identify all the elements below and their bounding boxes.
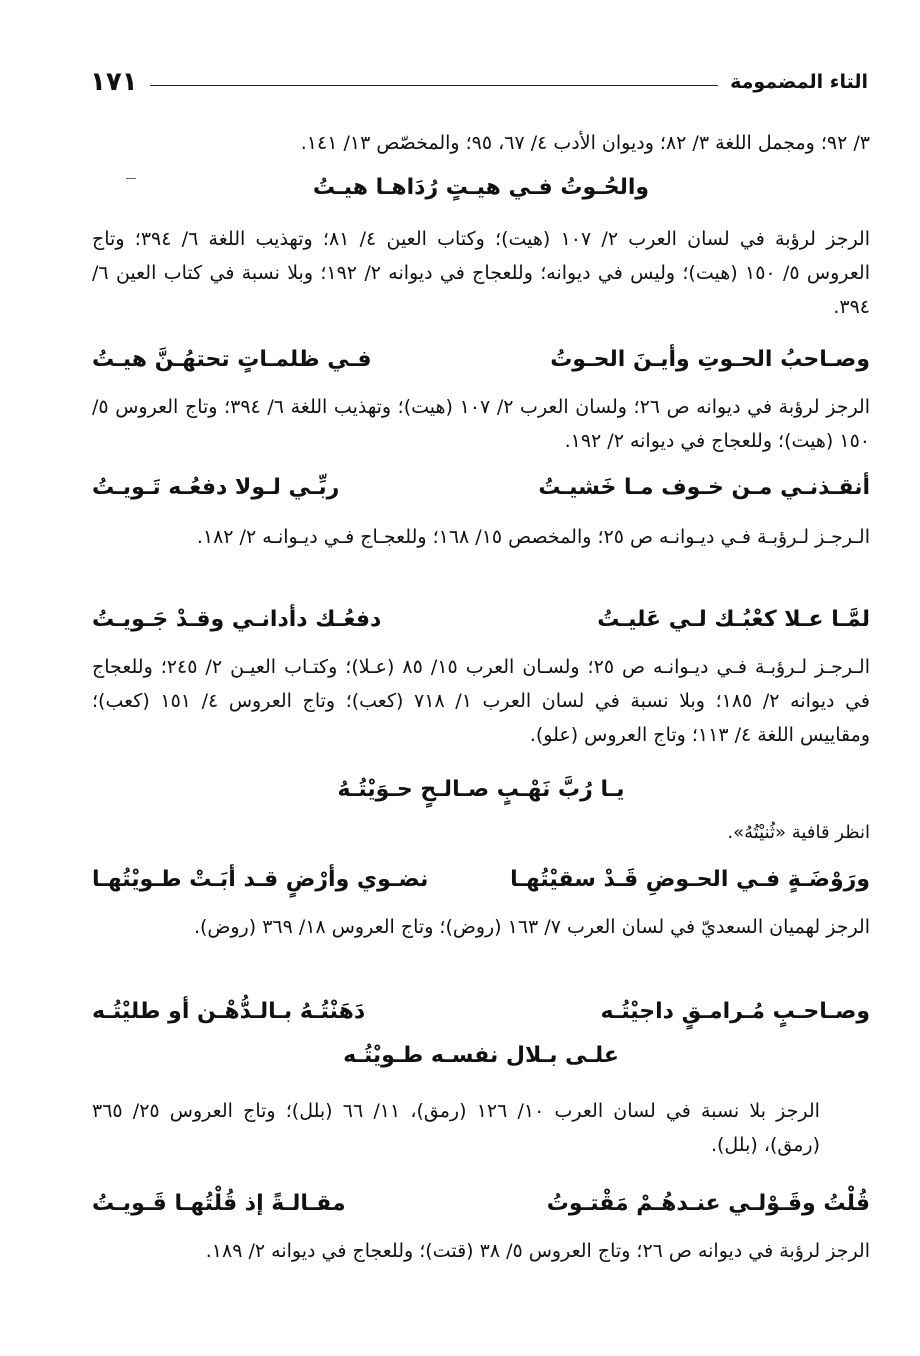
verse-first-hemistich: ورَوْضَـةٍ فـي الحـوضِ قَـدْ سقيْتُهـا [510, 867, 870, 892]
entry-4-sources [92, 650, 870, 752]
verse-first-hemistich: وصـاحبُ الحـوتِ وأيـنَ الحـوتُ [550, 347, 870, 372]
page-number: ١٧١ [90, 67, 138, 97]
entry-8 [92, 1186, 870, 1222]
entry-7-sources [92, 1094, 820, 1162]
source-paragraph: الـرجـز لـرؤبـة فـي ديـوانـه ص ٢٥؛ ولسـان العرب ١٥/ ٨٥ (عـلا)؛ وكتـاب العيـن ٢/ ٢٤٥؛ وللعجاج في ديوانه ٢/ ١٨٥؛ وبلا نسبة في لسان العرب ١/ ٧١٨ (كعب)؛ وتاج العروس ٤/ ١٥١ (كعب)؛ ومقاييس اللغة ٤/ ١١٣؛ وتاج العروس (علو). [92, 656, 870, 746]
verse-couplet [92, 1186, 870, 1222]
verse-line: يـا رُبَّ نَهْـبٍ صـالـحٍ حـوَيْتُـهُ [337, 777, 625, 802]
entry-4 [92, 602, 870, 638]
verse-couplet [92, 342, 870, 378]
running-title: التاء المضمومة [730, 71, 868, 93]
entry-3 [92, 470, 870, 506]
entry-continuation [92, 126, 870, 160]
entry-5-note [92, 818, 870, 848]
source-paragraph: ٣/ ٩٢؛ ومجمل اللغة ٣/ ٨٢؛ وديوان الأدب ٤/ ٦٧، ٩٥؛ والمخصّص ١٣/ ١٤١. [300, 132, 870, 154]
entry-7-second-line [92, 1038, 870, 1074]
entry-2 [92, 342, 870, 378]
source-paragraph: الرجز بلا نسبة في لسان العرب ١٠/ ١٢٦ (رمق)، ١١/ ٦٦ (بلل)؛ وتاج العروس ٢٥/ ٣٦٥ (رمق)، (بلل). [92, 1100, 820, 1156]
verse-second-hemistich: نضـوي وأرْضٍ قـد أبَـتْ طـويْتُهـا [92, 867, 429, 892]
verse-first-hemistich: أنقـذنـي مـن خـوف مـا خَشيـتُ [538, 475, 870, 500]
entry-1-sources [92, 222, 870, 324]
source-paragraph: الرجز لهميان السعديّ في لسان العرب ٧/ ١٦٣ (روض)؛ وتاج العروس ١٨/ ٣٦٩ (روض). [193, 916, 870, 938]
verse-first-hemistich: لمَّـا عـلا كعْبُـك لـي عَليـتُ [597, 607, 870, 632]
verse-first-hemistich: وصـاحـبٍ مُـرامـقٍ داجيْتُـه [600, 999, 870, 1024]
verse-second-hemistich: دفعُـك دأدانـي وقـدْ جَـويـتُ [92, 607, 382, 632]
verse-second-hemistich: فـي ظلمـاتٍ تحتهُـنَّ هيـتُ [92, 347, 372, 372]
verse-line: علـى بـلال نفسـه طـويْتُـه [343, 1043, 619, 1068]
cross-reference-note: انظر قافية «ثُنيْتُهُ». [727, 822, 870, 843]
entry-3-sources [92, 520, 870, 554]
entry-6 [92, 862, 870, 898]
page-header [90, 64, 868, 100]
verse-second-hemistich: مقـالـةً إذ قُلْتُهـا قَـويـتُ [92, 1191, 346, 1216]
verse-second-hemistich: ربِّـي لـولا دفعُـه تَـويـتُ [92, 475, 340, 500]
entry-5 [92, 772, 870, 808]
source-paragraph: الـرجـز لـرؤبـة فـي ديـوانـه ص ٢٥؛ والمخصص ١٥/ ١٦٨؛ وللعجـاج فـي ديـوانـه ٢/ ١٨٢. [196, 526, 870, 548]
verse-line: والحُـوتُ فـي هيـتٍ رُدَاهـا هيـتُ [312, 175, 650, 200]
verse-first-hemistich: قُلْتُ وقَـوْلـي عنـدهُـمْ مَقْتـوتُ [546, 1191, 870, 1216]
entry-7 [92, 994, 870, 1030]
entry-6-sources [92, 910, 870, 944]
entry-8-sources [92, 1234, 870, 1268]
verse-couplet [92, 602, 870, 638]
verse-second-hemistich: دَهَنْتُـهُ بـالـدُّهْـن أو طليْتُـه [92, 999, 366, 1024]
verse-couplet [92, 862, 870, 898]
verse-couplet [92, 994, 870, 1030]
source-paragraph: الرجز لرؤبة في لسان العرب ٢/ ١٠٧ (هيت)؛ وكتاب العين ٤/ ٨١؛ وتهذيب اللغة ٦/ ٣٩٤؛ وتاج العروس ٥/ ١٥٠ (هيت)؛ وليس في ديوانه؛ وللعجاج في ديوانه ٢/ ١٩٢؛ وبلا نسبة في كتاب العين ٦/ ٣٩٤. [92, 228, 870, 318]
header-rule [150, 85, 718, 86]
entry-1 [92, 170, 870, 206]
verse-couplet [92, 470, 870, 506]
source-paragraph: الرجز لرؤبة في ديوانه ص ٢٦؛ وتاج العروس ٥/ ٣٨ (قتت)؛ وللعجاج في ديوانه ٢/ ١٨٩. [205, 1240, 870, 1262]
entry-2-sources [92, 390, 870, 458]
source-paragraph: الرجز لرؤبة في ديوانه ص ٢٦؛ ولسان العرب ٢/ ١٠٧ (هيت)؛ وتهذيب اللغة ٦/ ٣٩٤؛ وتاج العروس ٥/ ١٥٠ (هيت)؛ وللعجاج في ديوانه ٢/ ١٩٢. [92, 396, 870, 452]
